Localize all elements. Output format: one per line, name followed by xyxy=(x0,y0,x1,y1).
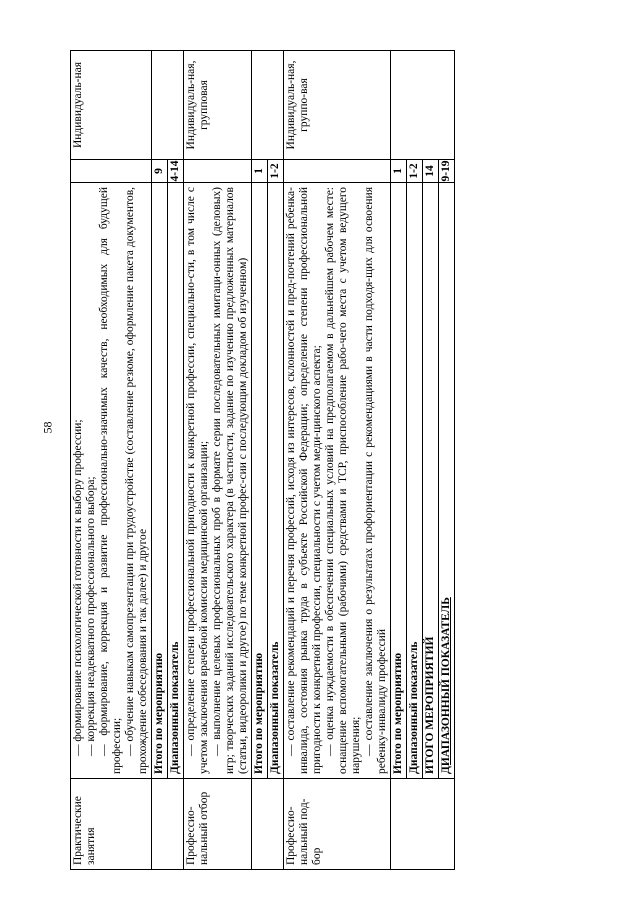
form-cell: Индивидуаль-ная, групповая xyxy=(184,51,252,160)
grand-range-value: 9-19 xyxy=(439,160,455,183)
empty-cell xyxy=(391,779,407,870)
table-row xyxy=(423,51,439,870)
range-value: 1-2 xyxy=(268,160,284,183)
table-row xyxy=(184,51,252,870)
empty-cell xyxy=(423,779,439,870)
range-value: 4-14 xyxy=(168,160,184,183)
empty-cell xyxy=(407,779,423,870)
empty-cell xyxy=(407,51,423,160)
list-item: — оценка нуждаемости в обеспечении специальных условий на предполагаемом в дальнейшем рабочем месте: оснащение вспомогательными (рабочими) средствами и ТСР, приспособление рабо-чего места с учетом ведущего нарушения; xyxy=(324,187,362,774)
empty-cell xyxy=(268,779,284,870)
grand-range-label: ДИАПАЗОННЫЙ ПОКАЗАТЕЛЬ xyxy=(439,183,455,779)
total-label: Итого по мероприятию xyxy=(252,183,268,779)
total-value: 1 xyxy=(391,160,407,183)
list-item: — составление рекомендаций и перечня профессий, исходя из интересов, склонностей и пред-почтений ребенка-инвалида, состояния рынка труда в субъекте Российской Федерации; определение степени профессиональной пригодности к конкретной профессии, специальности с учетом меди-цинского аспекта; xyxy=(285,187,323,774)
activity-type-cell: Профессио-нальный под-бор xyxy=(284,779,391,870)
table-row xyxy=(252,51,268,870)
form-cell: Индивидуаль-ная, группо-вая xyxy=(284,51,391,160)
rotated-table-container xyxy=(70,50,620,870)
activity-type-cell: Практические занятия xyxy=(71,779,152,870)
activity-content-cell xyxy=(284,183,391,779)
empty-cell xyxy=(268,51,284,160)
table-row xyxy=(407,51,423,870)
activities-table xyxy=(70,50,455,870)
list-item: — формирование, коррекция и развитие профессионально-значимых качеств, необходимых для будущей профессии; xyxy=(98,187,123,774)
range-value: 1-2 xyxy=(407,160,423,183)
empty-cell xyxy=(168,779,184,870)
list-item: — определение степени профессиональной пригодности к конкретной профессии, специально-сти, в том числе с учетом заключения врачебной комиссии медицинской организации; xyxy=(185,187,210,774)
empty-cell xyxy=(168,51,184,160)
empty-cell xyxy=(439,51,455,160)
list-item: — составление заключения о результатах профориентации с рекомендациями в части подходя-щих для освоения ребенку-инвалиду профессий xyxy=(363,187,388,774)
table-row xyxy=(284,51,391,870)
empty-cell xyxy=(252,779,268,870)
table-row xyxy=(439,51,455,870)
table-row xyxy=(391,51,407,870)
table-row xyxy=(152,51,168,870)
count-cell xyxy=(71,160,152,183)
list-item: — формирование психологической готовности к выбору профессии; xyxy=(72,419,84,756)
empty-cell xyxy=(423,51,439,160)
list-item: — коррекция неадекватного профессионального выбора; xyxy=(85,476,97,756)
total-value: 1 xyxy=(252,160,268,183)
list-item: — выполнение целевых профессиональных проб в формате серии последовательных имитаци-онных (деловых) игр; творческих заданий исследовательского характера (в частности, задание по изучению предложенных материалов (статьи, видеоролики и другое) по теме конкретной профес-сии с последующим докладом об изученном) xyxy=(211,187,249,774)
list-item: — обучение навыкам самопрезентации при трудоустройстве (составление резюме, оформление пакета документов, прохождение собеседования и так далее) и другое xyxy=(124,187,149,774)
activity-content-cell xyxy=(71,183,152,779)
empty-cell xyxy=(152,779,168,870)
count-cell xyxy=(184,160,252,183)
page-number: 58 xyxy=(40,421,55,434)
count-cell xyxy=(284,160,391,183)
activity-type-cell: Профессио-нальный отбор xyxy=(184,779,252,870)
range-label: Диапазонный показатель xyxy=(168,183,184,779)
grand-total-label: ИТОГО МЕРОПРИЯТИЙ xyxy=(423,183,439,779)
grand-total-value: 14 xyxy=(423,160,439,183)
total-label: Итого по мероприятию xyxy=(391,183,407,779)
empty-cell xyxy=(152,51,168,160)
table-row xyxy=(71,51,152,870)
empty-cell xyxy=(439,779,455,870)
empty-cell xyxy=(391,51,407,160)
empty-cell xyxy=(252,51,268,160)
table-row xyxy=(168,51,184,870)
range-label: Диапазонный показатель xyxy=(407,183,423,779)
activity-content-cell xyxy=(184,183,252,779)
table-row xyxy=(268,51,284,870)
form-cell: Индивидуаль-ная xyxy=(71,51,152,160)
total-value: 9 xyxy=(152,160,168,183)
range-label: Диапазонный показатель xyxy=(268,183,284,779)
total-label: Итого по мероприятию xyxy=(152,183,168,779)
